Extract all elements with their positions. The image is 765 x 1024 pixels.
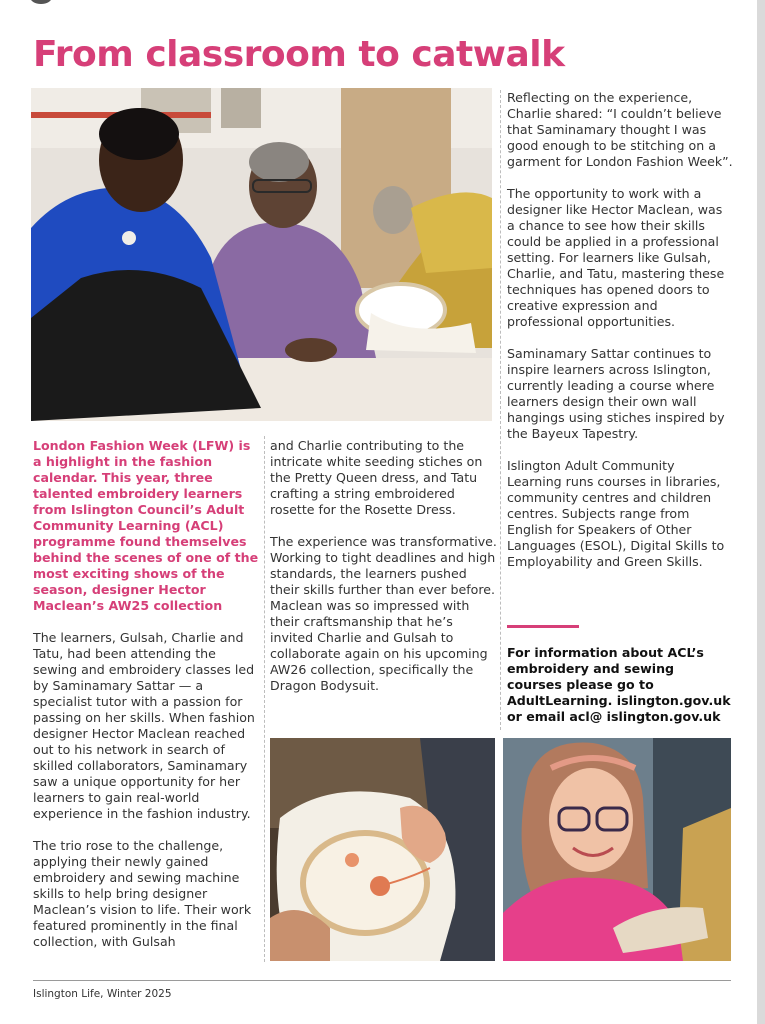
page-edge xyxy=(757,0,765,1024)
column-divider xyxy=(500,90,501,730)
footer-rule xyxy=(33,980,731,981)
photo-embroidery-hoop xyxy=(270,738,495,961)
course-info-box: For information about ACL’s embroidery and sewing courses please go to AdultLearning. islington.gov.uk or email acl@ islington.gov.uk xyxy=(507,645,731,724)
paragraph: The experience was transformative. Working to tight deadlines and high standards, the learners pushed their skills further than ever before. Maclean was so impressed with their craftsmanship that he’s invited Charlie and Gulsah to collaborate again on his upcoming AW26 collection, specifically the Dragon Bodysuit. xyxy=(270,534,497,693)
photo-smiling-learner xyxy=(503,738,731,961)
article-title: From classroom to catwalk xyxy=(33,34,565,75)
column-divider xyxy=(264,436,265,962)
paragraph: Islington Adult Community Learning runs courses in libraries, community centres and children centres. Subjects range from English for Speakers of Other Languages (ESOL), Digital Skills to Employability and Green Skills. xyxy=(507,458,725,569)
paragraph: and Charlie contributing to the intricate white seeding stiches on the Pretty Queen dress, and Tatu crafting a string embroidered rosette for the Rosette Dress. xyxy=(270,438,483,517)
article-lede: London Fashion Week (LFW) is a highlight in the fashion calendar. This year, three talented embroidery learners from Islington Council’s Adult Community Learning (ACL) programme found themselves behind the scenes of one of the most exciting shows of the season, designer Hector Maclean’s AW25 collection xyxy=(33,438,259,613)
paragraph: Saminamary Sattar continues to inspire learners across Islington, currently leading a course where learners design their own wall hangings using stiches inspired by the Bayeux Tapestry. xyxy=(507,346,725,441)
article-column-right xyxy=(507,90,733,586)
paragraph: The trio rose to the challenge, applying their newly gained embroidery and sewing machine skills to help bring designer Maclean’s vision to life. Their work featured prominently in the final collection, with Gulsah xyxy=(33,838,252,949)
paragraph: The learners, Gulsah, Charlie and Tatu, had been attending the sewing and embroidery classes led by Saminamary Sattar — a specialist tutor with a passion for passing on her skills. When fashion designer Hector Maclean reached out to his network in search of skilled collaborators, Saminamary saw a unique opportunity for her learners to gain real-world experience in the fashion industry. xyxy=(33,630,255,821)
paragraph: The opportunity to work with a designer like Hector Maclean, was a chance to see how their skills could be applied in a professional setting. For learners like Gulsah, Charlie, and Tatu, mastering these techniques has opened doors to creative expression and professional opportunities. xyxy=(507,186,725,329)
paragraph: Reflecting on the experience, Charlie shared: “I couldn’t believe that Saminamary thought I was good enough to be stitching on a garment for London Fashion Week”. xyxy=(507,90,733,169)
page-footer: Islington Life, Winter 2025 xyxy=(33,988,172,1000)
article-column-middle xyxy=(270,438,498,710)
photo-learners-embroidering xyxy=(31,88,492,421)
accent-rule xyxy=(507,625,579,628)
article-column-left xyxy=(33,438,261,966)
page-corner-mark xyxy=(30,0,52,4)
